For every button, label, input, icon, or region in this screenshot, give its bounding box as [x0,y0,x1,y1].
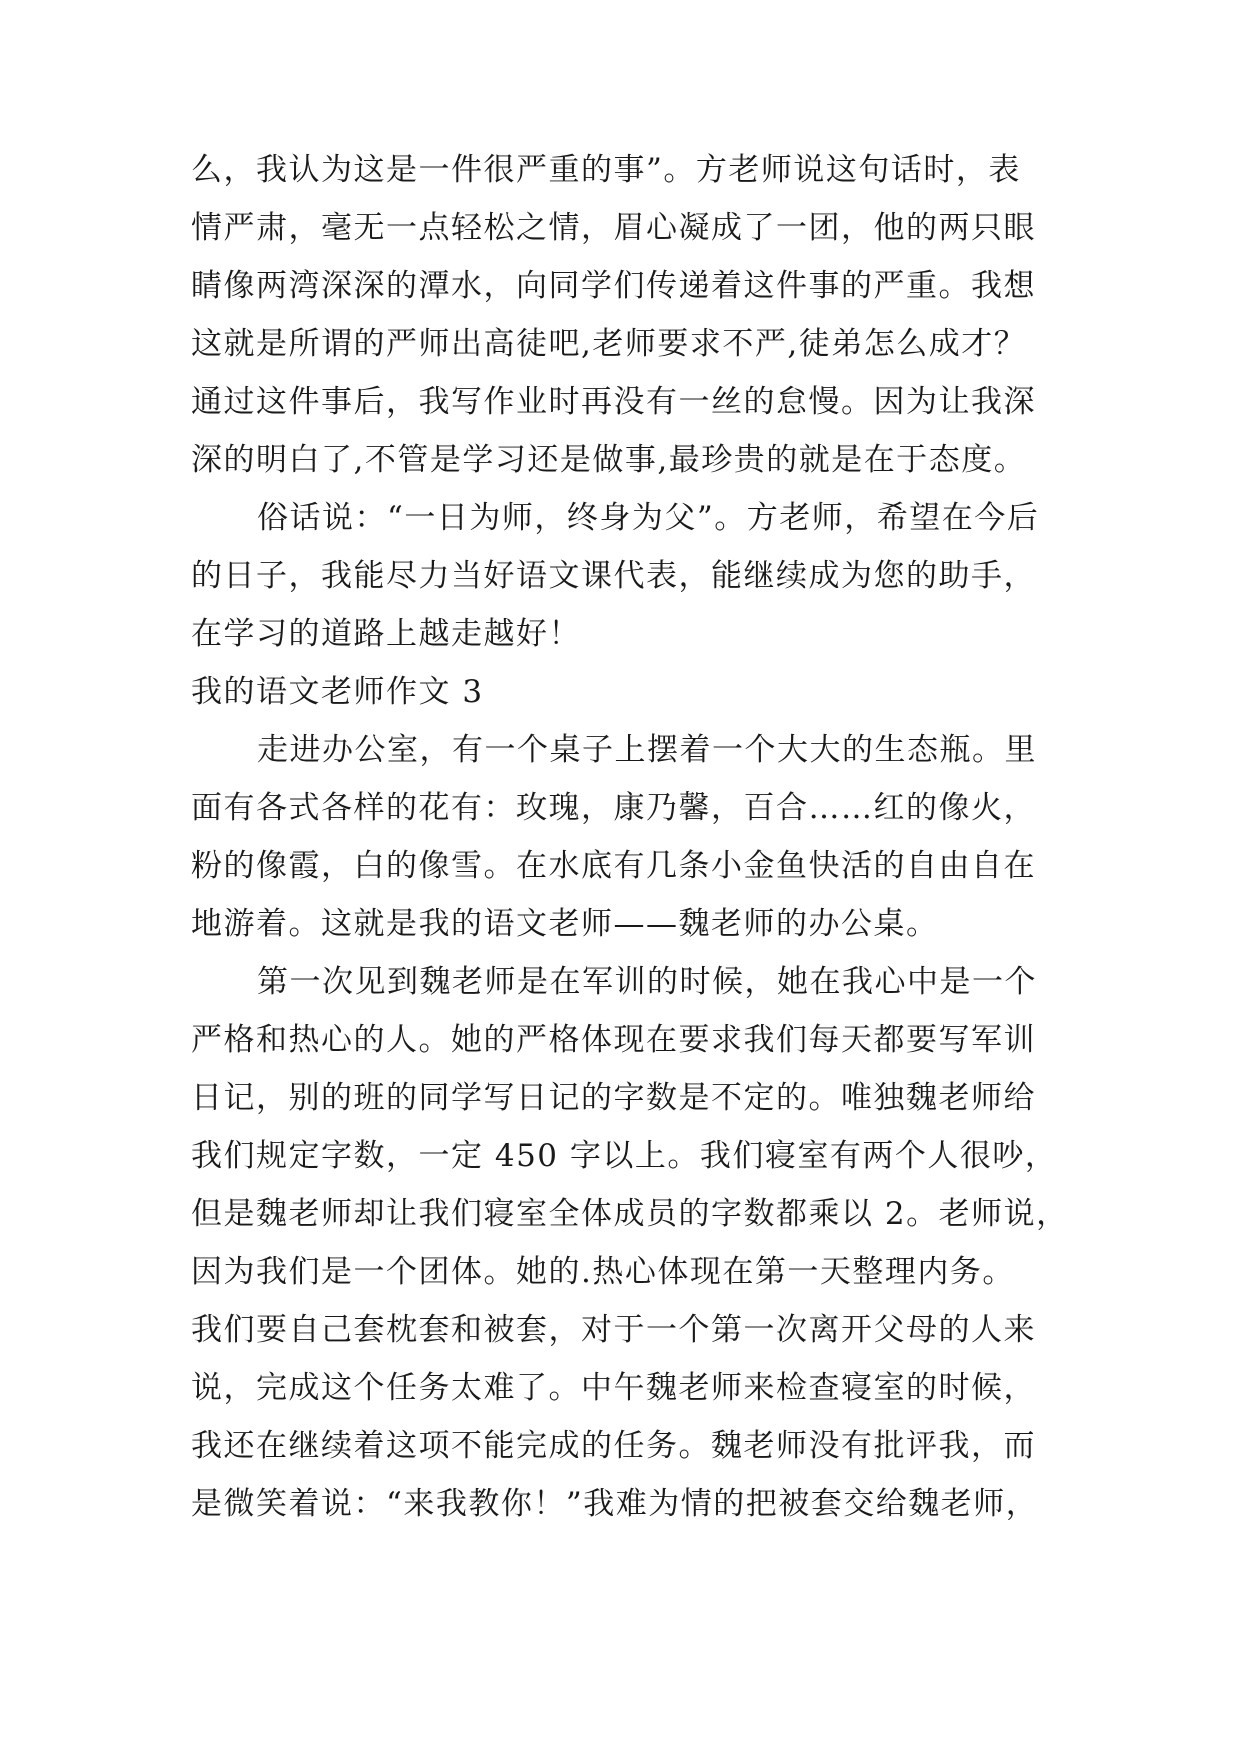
text-line: 严格和热心的人。她的严格体现在要求我们每天都要写军训 [191,1022,1036,1058]
text-line: 说，完成这个任务太难了。中午魏老师来检查寝室的时候， [191,1370,1036,1406]
text-line: 么，我认为这是一件很严重的事”。方老师说这句话时，表 [191,152,1021,188]
text-line: 我们规定字数，一定 450 字以上。我们寝室有两个人很吵， [191,1138,1058,1174]
text-line: 的日子，我能尽力当好语文课代表，能继续成为您的助手， [191,558,1036,594]
paragraph-first-line: 俗话说：“一日为师，终身为父”。方老师，希望在今后 [257,500,1040,536]
paragraph-first-line: 走进办公室，有一个桌子上摆着一个大大的生态瓶。里 [257,732,1037,768]
text-line: 在学习的道路上越走越好！ [191,616,581,652]
text-line: 面有各式各样的花有：玫瑰，康乃馨，百合……红的像火， [191,790,1036,826]
text-line: 深的明白了,不管是学习还是做事,最珍贵的就是在于态度。 [191,442,1027,478]
text-line: 粉的像霞，白的像雪。在水底有几条小金鱼快活的自由自在 [191,848,1036,884]
text-line: 我还在继续着这项不能完成的任务。魏老师没有批评我，而 [191,1428,1036,1464]
text-line: 地游着。这就是我的语文老师——魏老师的办公桌。 [191,906,939,942]
text-line: 是微笑着说：“来我教你！”我难为情的把被套交给魏老师， [191,1486,1039,1522]
text-line: 因为我们是一个团体。她的.热心体现在第一天整理内务。 [191,1254,1015,1290]
section-heading: 我的语文老师作文 3 [191,674,484,710]
text-line: 通过这件事后，我写作业时再没有一丝的怠慢。因为让我深 [191,384,1036,420]
text-line: 日记，别的班的同学写日记的字数是不定的。唯独魏老师给 [191,1080,1036,1116]
text-line: 情严肃，毫无一点轻松之情，眉心凝成了一团，他的两只眼 [191,210,1036,246]
text-line: 睛像两湾深深的潭水，向同学们传递着这件事的严重。我想 [191,268,1036,304]
text-line: 但是魏老师却让我们寝室全体成员的字数都乘以 2。老师说， [191,1196,1069,1232]
text-line: 我们要自己套枕套和被套，对于一个第一次离开父母的人来 [191,1312,1036,1348]
paragraph-first-line: 第一次见到魏老师是在军训的时候，她在我心中是一个 [257,964,1037,1000]
text-line: 这就是所谓的严师出高徒吧,老师要求不严,徒弟怎么成才？ [191,326,1027,362]
